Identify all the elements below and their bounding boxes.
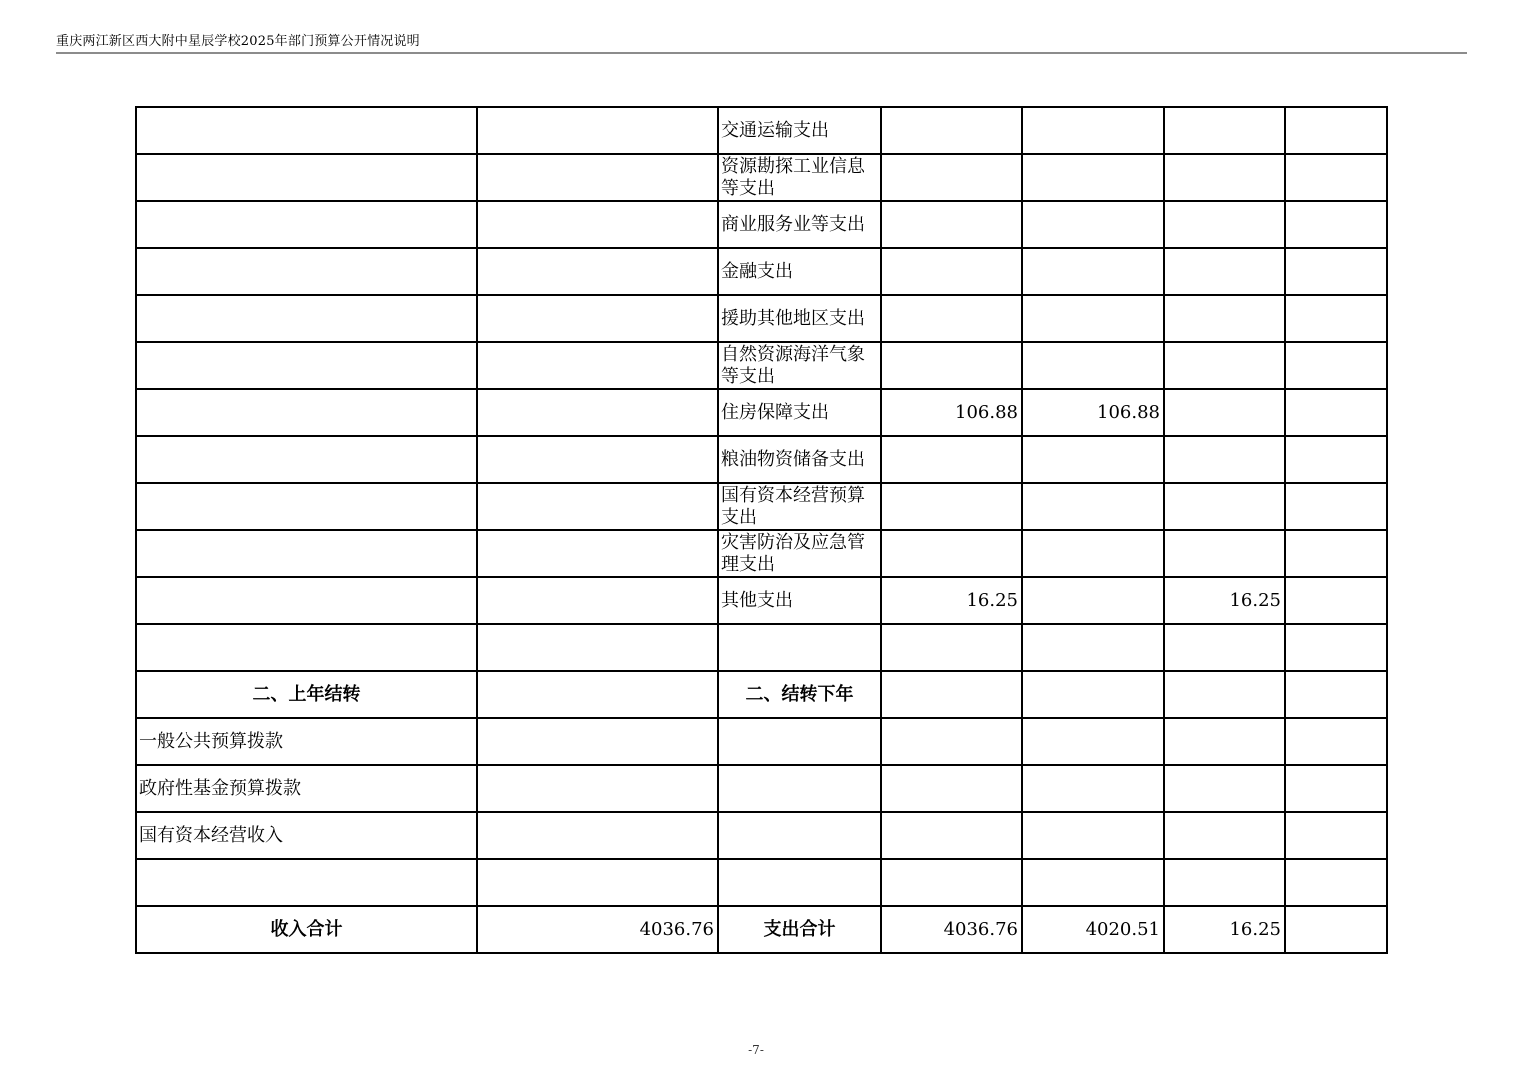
expense-item-cell: 粮油物资储备支出 bbox=[718, 436, 881, 483]
expense-basic-cell bbox=[1022, 342, 1164, 389]
income-amount-cell bbox=[477, 295, 718, 342]
expense-other-total bbox=[1285, 906, 1387, 953]
expense-project-cell bbox=[1164, 812, 1285, 859]
expense-basic-cell bbox=[1022, 483, 1164, 530]
expense-other-cell bbox=[1285, 624, 1387, 671]
expense-basic-cell bbox=[1022, 812, 1164, 859]
income-amount-cell bbox=[477, 671, 718, 718]
expense-basic-cell: 106.88 bbox=[1022, 389, 1164, 436]
table-row bbox=[136, 718, 1387, 765]
expense-item-cell: 金融支出 bbox=[718, 248, 881, 295]
expense-other-cell bbox=[1285, 201, 1387, 248]
table-row-section bbox=[136, 671, 1387, 718]
income-amount-cell bbox=[477, 483, 718, 530]
income-amount-cell bbox=[477, 201, 718, 248]
expense-other-cell bbox=[1285, 248, 1387, 295]
expense-basic-cell bbox=[1022, 671, 1164, 718]
expense-other-cell bbox=[1285, 107, 1387, 154]
income-item-cell bbox=[136, 577, 477, 624]
expense-total-cell bbox=[881, 765, 1022, 812]
table-row bbox=[136, 436, 1387, 483]
expense-other-cell bbox=[1285, 342, 1387, 389]
expense-project-cell bbox=[1164, 342, 1285, 389]
income-item-cell bbox=[136, 295, 477, 342]
income-item-cell bbox=[136, 483, 477, 530]
table-row bbox=[136, 295, 1387, 342]
expense-other-cell bbox=[1285, 577, 1387, 624]
expense-item-cell bbox=[718, 859, 881, 906]
expense-project-cell bbox=[1164, 201, 1285, 248]
income-item-cell bbox=[136, 248, 477, 295]
income-item-cell: 政府性基金预算拨款 bbox=[136, 765, 477, 812]
income-amount-cell bbox=[477, 389, 718, 436]
expense-basic-cell bbox=[1022, 859, 1164, 906]
table-row bbox=[136, 483, 1387, 530]
income-total-amount: 4036.76 bbox=[477, 906, 718, 953]
expense-item-cell bbox=[718, 765, 881, 812]
table-row bbox=[136, 201, 1387, 248]
expense-project-cell bbox=[1164, 248, 1285, 295]
expense-basic-cell bbox=[1022, 765, 1164, 812]
expense-item-cell: 交通运输支出 bbox=[718, 107, 881, 154]
expense-total-cell bbox=[881, 342, 1022, 389]
expense-item-cell: 援助其他地区支出 bbox=[718, 295, 881, 342]
expense-project-cell bbox=[1164, 483, 1285, 530]
income-item-cell bbox=[136, 859, 477, 906]
expense-project-cell bbox=[1164, 295, 1285, 342]
expense-project-cell bbox=[1164, 107, 1285, 154]
expense-project-cell: 16.25 bbox=[1164, 577, 1285, 624]
income-item-cell bbox=[136, 389, 477, 436]
expense-project-cell bbox=[1164, 530, 1285, 577]
income-item-cell bbox=[136, 154, 477, 201]
expense-basic-total: 4020.51 bbox=[1022, 906, 1164, 953]
expense-other-cell bbox=[1285, 530, 1387, 577]
expense-project-cell bbox=[1164, 859, 1285, 906]
income-amount-cell bbox=[477, 718, 718, 765]
expense-item-cell: 自然资源海洋气象等支出 bbox=[718, 342, 881, 389]
expense-basic-cell bbox=[1022, 295, 1164, 342]
expense-other-cell bbox=[1285, 436, 1387, 483]
income-amount-cell bbox=[477, 107, 718, 154]
expense-total-amount: 4036.76 bbox=[881, 906, 1022, 953]
income-amount-cell bbox=[477, 342, 718, 389]
table-row bbox=[136, 389, 1387, 436]
income-amount-cell bbox=[477, 436, 718, 483]
expense-item-cell bbox=[718, 718, 881, 765]
expense-other-cell bbox=[1285, 154, 1387, 201]
expense-total-cell bbox=[881, 107, 1022, 154]
income-item-cell: 国有资本经营收入 bbox=[136, 812, 477, 859]
expense-total-cell bbox=[881, 671, 1022, 718]
expense-project-cell bbox=[1164, 154, 1285, 201]
expense-total-cell bbox=[881, 201, 1022, 248]
expense-item-cell: 灾害防治及应急管理支出 bbox=[718, 530, 881, 577]
expense-basic-cell bbox=[1022, 718, 1164, 765]
income-amount-cell bbox=[477, 154, 718, 201]
carryover-income-heading: 二、上年结转 bbox=[136, 671, 477, 718]
expense-total-cell bbox=[881, 483, 1022, 530]
income-total-label: 收入合计 bbox=[136, 906, 477, 953]
expense-total-cell bbox=[881, 624, 1022, 671]
document-header: 重庆两江新区西大附中星辰学校2025年部门预算公开情况说明 bbox=[56, 34, 420, 49]
income-amount-cell bbox=[477, 530, 718, 577]
expense-other-cell bbox=[1285, 859, 1387, 906]
expense-item-cell: 其他支出 bbox=[718, 577, 881, 624]
table-row bbox=[136, 859, 1387, 906]
income-item-cell: 一般公共预算拨款 bbox=[136, 718, 477, 765]
expense-basic-cell bbox=[1022, 577, 1164, 624]
expense-project-cell bbox=[1164, 718, 1285, 765]
expense-other-cell bbox=[1285, 483, 1387, 530]
expense-basic-cell bbox=[1022, 154, 1164, 201]
income-item-cell bbox=[136, 530, 477, 577]
expense-other-cell bbox=[1285, 718, 1387, 765]
expense-basic-cell bbox=[1022, 530, 1164, 577]
expense-other-cell bbox=[1285, 295, 1387, 342]
expense-item-cell: 住房保障支出 bbox=[718, 389, 881, 436]
table-row bbox=[136, 812, 1387, 859]
expense-total-cell bbox=[881, 530, 1022, 577]
expense-project-cell bbox=[1164, 671, 1285, 718]
income-amount-cell bbox=[477, 812, 718, 859]
expense-other-cell bbox=[1285, 765, 1387, 812]
carryover-expense-heading: 二、结转下年 bbox=[718, 671, 881, 718]
expense-item-cell bbox=[718, 624, 881, 671]
expense-total-cell: 16.25 bbox=[881, 577, 1022, 624]
income-amount-cell bbox=[477, 248, 718, 295]
income-item-cell bbox=[136, 436, 477, 483]
table-row bbox=[136, 577, 1387, 624]
table-row bbox=[136, 154, 1387, 201]
budget-table bbox=[135, 106, 1388, 954]
expense-basic-cell bbox=[1022, 248, 1164, 295]
income-item-cell bbox=[136, 624, 477, 671]
expense-project-cell bbox=[1164, 389, 1285, 436]
table-row bbox=[136, 530, 1387, 577]
table-row bbox=[136, 765, 1387, 812]
expense-basic-cell bbox=[1022, 201, 1164, 248]
expense-basic-cell bbox=[1022, 436, 1164, 483]
expense-item-cell: 商业服务业等支出 bbox=[718, 201, 881, 248]
expense-item-cell: 国有资本经营预算支出 bbox=[718, 483, 881, 530]
expense-total-cell bbox=[881, 859, 1022, 906]
expense-project-cell bbox=[1164, 765, 1285, 812]
expense-basic-cell bbox=[1022, 624, 1164, 671]
expense-project-cell bbox=[1164, 436, 1285, 483]
expense-item-cell bbox=[718, 812, 881, 859]
table-row-total bbox=[136, 906, 1387, 953]
expense-other-cell bbox=[1285, 389, 1387, 436]
expense-total-cell bbox=[881, 154, 1022, 201]
expense-item-cell: 资源勘探工业信息等支出 bbox=[718, 154, 881, 201]
expense-other-cell bbox=[1285, 812, 1387, 859]
income-amount-cell bbox=[477, 624, 718, 671]
table-row bbox=[136, 107, 1387, 154]
expense-total-cell bbox=[881, 248, 1022, 295]
header-rule bbox=[56, 52, 1467, 54]
page-number: -7- bbox=[748, 1043, 764, 1057]
income-item-cell bbox=[136, 107, 477, 154]
table-row bbox=[136, 248, 1387, 295]
expense-total-cell: 106.88 bbox=[881, 389, 1022, 436]
table-row bbox=[136, 624, 1387, 671]
income-amount-cell bbox=[477, 859, 718, 906]
expense-total-cell bbox=[881, 436, 1022, 483]
income-item-cell bbox=[136, 342, 477, 389]
expense-total-cell bbox=[881, 718, 1022, 765]
income-amount-cell bbox=[477, 577, 718, 624]
table-row bbox=[136, 342, 1387, 389]
expense-total-cell bbox=[881, 295, 1022, 342]
expense-basic-cell bbox=[1022, 107, 1164, 154]
income-amount-cell bbox=[477, 765, 718, 812]
expense-project-cell bbox=[1164, 624, 1285, 671]
expense-total-cell bbox=[881, 812, 1022, 859]
income-item-cell bbox=[136, 201, 477, 248]
expense-other-cell bbox=[1285, 671, 1387, 718]
expense-total-label: 支出合计 bbox=[718, 906, 881, 953]
expense-project-total: 16.25 bbox=[1164, 906, 1285, 953]
